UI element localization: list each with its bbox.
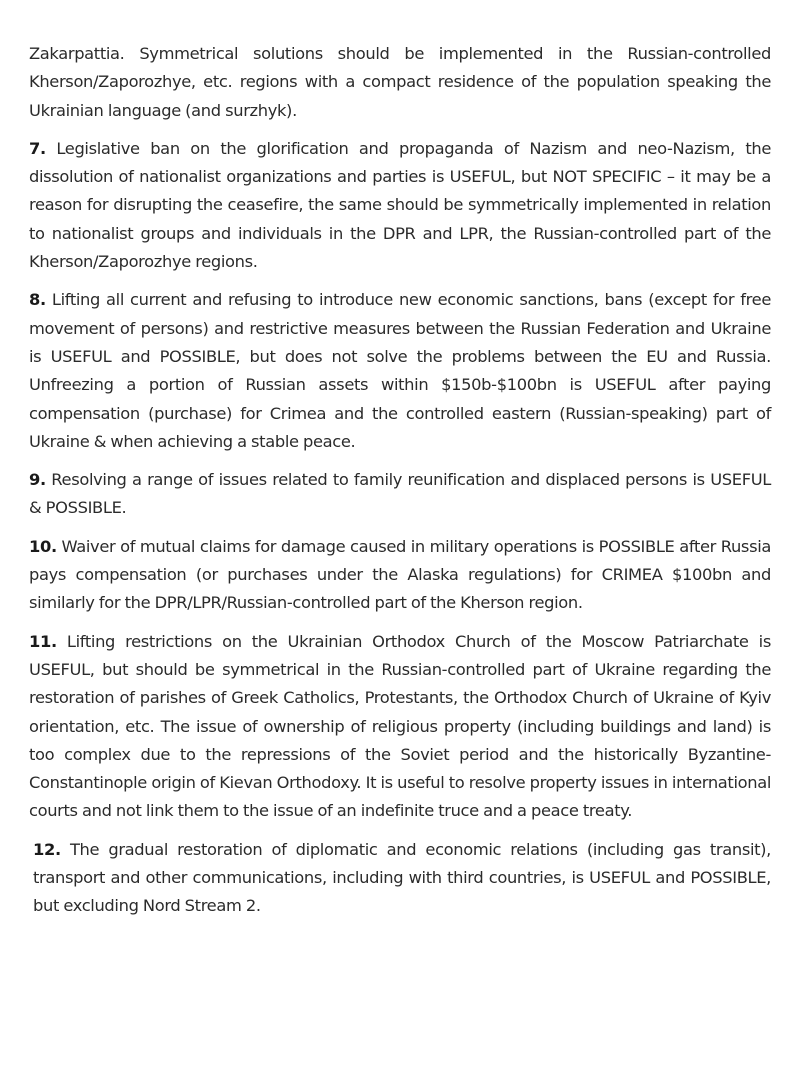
paragraph-text: Lifting restrictions on the Ukrainian Orthodox Church of the Moscow Patriarchate is USEFUL, but should be symmetrical in the Russian-controlled part of Ukraine regarding the restoration of parishes of Greek Catholics, Protestants, the Orthodox Church of Ukraine of Kyiv orientation, etc. The issue of ownership of religious property (including buildings and land) is too complex due to the repressions of the Soviet period and the historically Byzantine-Constantinople origin of Kievan Orthodoxy. It is useful to resolve property issues in international courts and not link them to the issue of an indefinite truce and a peace treaty.: [29, 631, 771, 821]
item-number: 11.: [29, 631, 57, 651]
paragraph-item-8: [29, 286, 771, 456]
item-number: 7.: [29, 138, 46, 158]
paragraph-text: Resolving a range of issues related to family reunification and displaced persons is USEFUL & POSSIBLE.: [29, 470, 771, 518]
item-number: 10.: [29, 536, 57, 556]
paragraph-text: Waiver of mutual claims for damage caused in military operations is POSSIBLE after Russia pays compensation (or purchases under the Alaska regulations) for CRIMEA $100bn and similarly for the DPR/LPR/Russian-controlled part of the Kherson region.: [29, 536, 772, 613]
paragraph-continuation: [29, 40, 771, 125]
paragraph-item-7: [29, 135, 771, 276]
paragraph-item-9: [29, 466, 771, 523]
document-body: [29, 40, 771, 931]
paragraph-item-11: [29, 628, 771, 826]
paragraph-text: Zakarpattia. Symmetrical solutions should be implemented in the Russian-controlled Kherson/Zaporozhye, etc. regions with a compact residence of the population speaking the Ukrainian language (and surzhyk).: [29, 44, 771, 120]
paragraph-item-10: [29, 533, 771, 618]
item-number: 12.: [33, 839, 61, 859]
paragraph-item-12: [29, 836, 771, 921]
paragraph-text: The gradual restoration of diplomatic and economic relations (including gas transit), transport and other communications, including with third countries, is USEFUL and POSSIBLE, but excluding Nord Stream 2.: [33, 839, 771, 916]
paragraph-text: Lifting all current and refusing to introduce new economic sanctions, bans (except for free movement of persons) and restrictive measures between the Russian Federation and Ukraine is USEFUL and POSSIBLE, but does not solve the problems between the EU and Russia. Unfreezing a portion of Russian assets within $150b-$100bn is USEFUL after paying compensation (purchase) for Crimea and the controlled eastern (Russian-speaking) part of Ukraine & when achieving a stable peace.: [29, 290, 771, 451]
item-number: 8.: [29, 290, 46, 310]
item-number: 9.: [29, 470, 46, 490]
paragraph-text: Legislative ban on the glorification and propaganda of Nazism and neo-Nazism, the dissolution of nationalist organizations and parties is USEFUL, but NOT SPECIFIC – it may be a reason for disrupting the ceasefire, the same should be symmetrically implemented in relation to nationalist groups and individuals in the DPR and LPR, the Russian-controlled part of the Kherson/Zaporozhye regions.: [29, 138, 771, 272]
